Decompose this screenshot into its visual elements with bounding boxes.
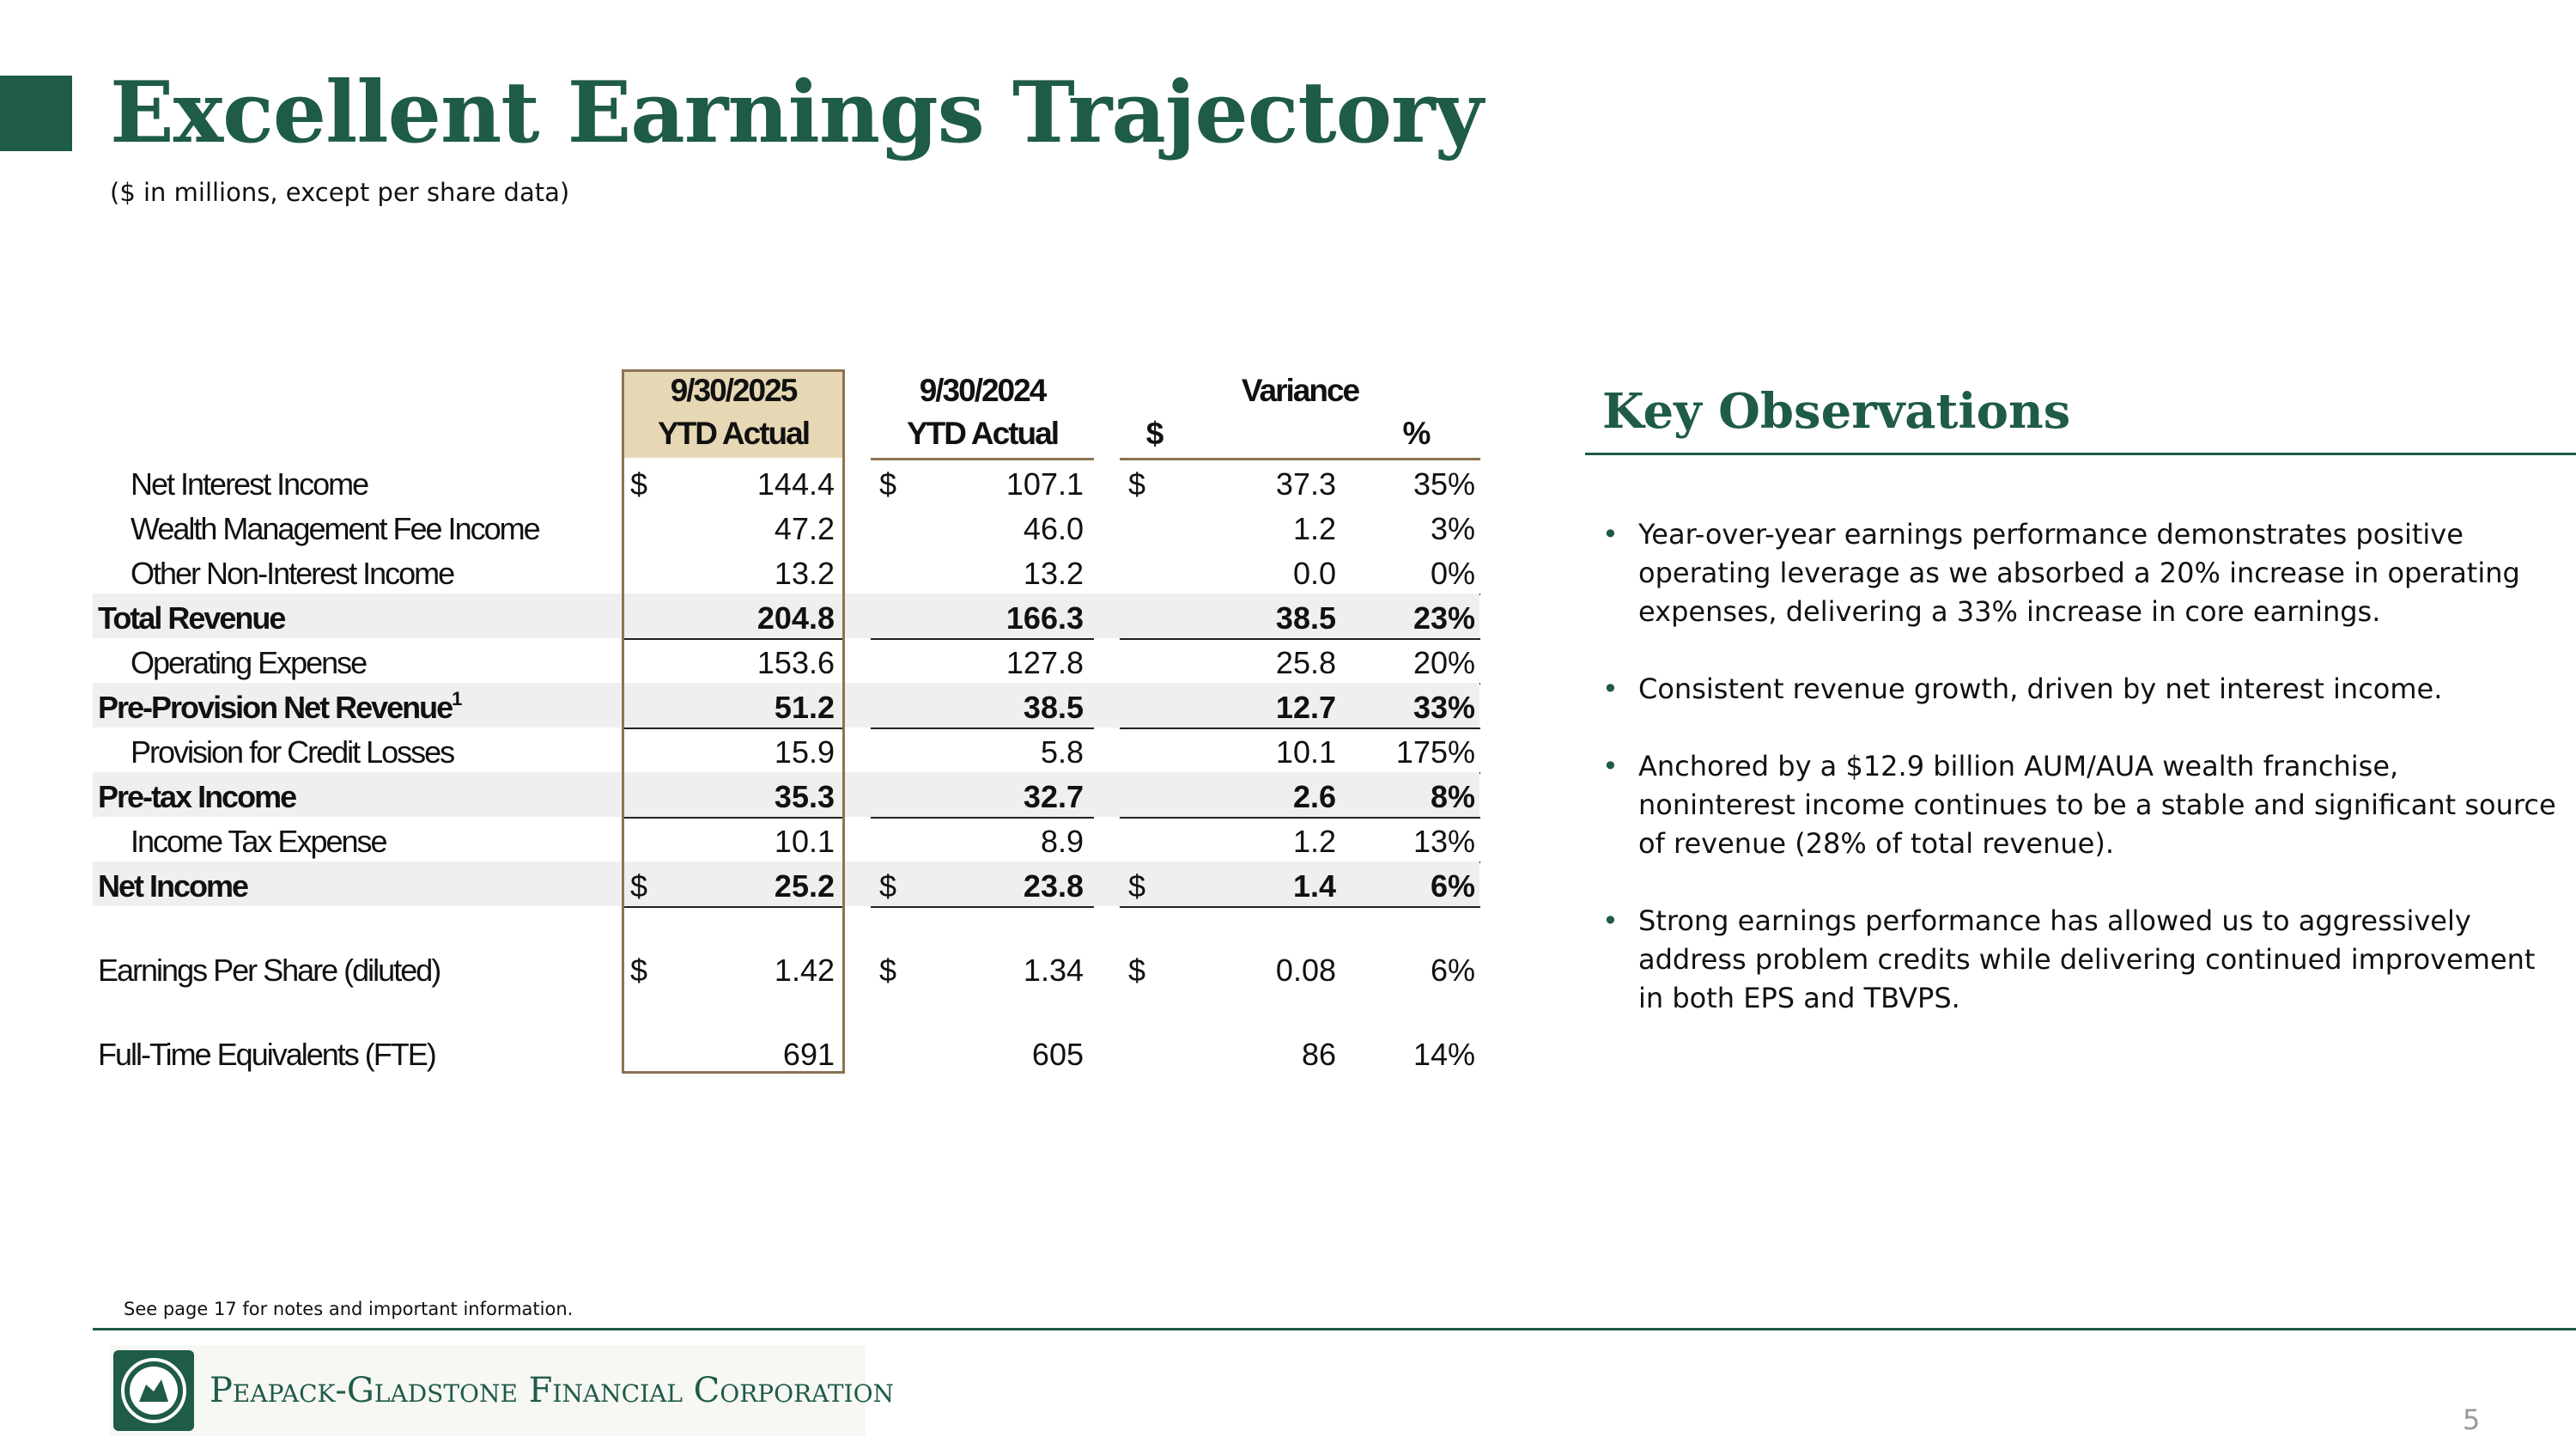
row-label: Net Interest Income	[131, 466, 368, 502]
value-variance: 1.2	[1292, 824, 1336, 859]
value-variance: 0.08	[1275, 953, 1336, 988]
footer-rule	[93, 1328, 2576, 1330]
value-variance-pct: 20%	[1413, 645, 1475, 680]
value-2025: 153.6	[756, 645, 835, 680]
currency-sign: $	[1128, 466, 1146, 502]
observation-item: • Year-over-year earnings performance demonstrates positive operating leverage as we absorbed a 20% increase in operating expenses, delivering a 33% increase in core earnings.	[1602, 515, 2564, 631]
col-2024-date: 9/30/2024	[919, 373, 1046, 408]
row-label: Income Tax Expense	[131, 824, 386, 859]
value-2025: 47.2	[774, 511, 835, 546]
currency-sign: $	[879, 953, 897, 988]
value-variance-pct: 3%	[1430, 511, 1475, 546]
observations-list	[1602, 515, 2564, 1056]
col-2025-date: 9/30/2025	[670, 373, 797, 408]
currency-sign: $	[630, 868, 648, 904]
value-variance: 38.5	[1275, 600, 1336, 636]
col-2025-highlight-border	[622, 369, 845, 1074]
value-2025: 51.2	[774, 690, 835, 725]
row-label: Pre-Provision Net Revenue$^1$	[98, 688, 461, 725]
value-2024: 38.5	[1023, 690, 1084, 725]
value-2024: 32.7	[1023, 779, 1084, 814]
value-2025: 10.1	[774, 824, 835, 859]
value-variance: 37.3	[1275, 466, 1336, 502]
observation-item: • Anchored by a $12.9 billion AUM/AUA wealth franchise, noninterest income continues to be a stable and significant source of revenue (28% of total revenue).	[1602, 747, 2564, 863]
page-subtitle: ($ in millions, except per share data)	[110, 178, 570, 207]
company-seal-icon	[113, 1350, 194, 1431]
value-2024: 46.0	[1023, 511, 1084, 546]
value-variance-pct: 13%	[1413, 824, 1475, 859]
value-2025: 13.2	[774, 556, 835, 591]
bullet-icon: •	[1602, 750, 1619, 782]
value-2024: 5.8	[1040, 734, 1084, 770]
page-number: 5	[2463, 1403, 2481, 1436]
value-variance-pct: 33%	[1413, 690, 1475, 725]
value-2024: 13.2	[1023, 556, 1084, 591]
value-variance: 25.8	[1275, 645, 1336, 680]
row-label: Other Non-Interest Income	[131, 556, 454, 591]
observation-item: • Consistent revenue growth, driven by net interest income.	[1602, 670, 2564, 709]
currency-sign: $	[1128, 953, 1146, 988]
variance-pct-header: %	[1402, 416, 1430, 451]
value-variance-pct: 35%	[1413, 466, 1475, 502]
observations-title: Key Observations	[1602, 383, 2071, 440]
value-variance: 2.6	[1292, 779, 1336, 814]
value-variance: 1.4	[1292, 868, 1336, 904]
value-2024: 166.3	[1005, 600, 1084, 636]
value-2024: 1.34	[1023, 953, 1084, 988]
row-label: Wealth Management Fee Income	[131, 511, 539, 546]
value-2025: 35.3	[774, 779, 835, 814]
bullet-icon: •	[1602, 904, 1619, 937]
title-accent-block	[0, 76, 72, 151]
row-label: Pre-tax Income	[98, 779, 296, 814]
row-label: Operating Expense	[131, 645, 367, 680]
value-variance: 10.1	[1275, 734, 1336, 770]
value-variance-pct: 6%	[1430, 953, 1475, 988]
value-variance: 1.2	[1292, 511, 1336, 546]
observations-rule	[1585, 453, 2576, 455]
value-2024: 107.1	[1005, 466, 1084, 502]
value-2024: 127.8	[1005, 645, 1084, 680]
currency-sign: $	[630, 466, 648, 502]
value-variance: 12.7	[1275, 690, 1336, 725]
currency-sign: $	[879, 466, 897, 502]
value-2025: 25.2	[774, 868, 835, 904]
value-variance-pct: 6%	[1430, 868, 1475, 904]
currency-sign: $	[1128, 868, 1146, 904]
row-label: Total Revenue	[98, 600, 285, 636]
value-2025: 204.8	[756, 600, 835, 636]
col-2024-label: YTD Actual	[907, 416, 1058, 451]
value-2025: 144.4	[756, 466, 835, 502]
bullet-icon: •	[1602, 673, 1619, 705]
footnote: See page 17 for notes and important information.	[124, 1299, 574, 1319]
company-name: Peapack-Gladstone Financial Corporation	[210, 1371, 895, 1410]
value-variance-pct: 8%	[1430, 779, 1475, 814]
row-label: Net Income	[98, 868, 248, 904]
col-2025-label: YTD Actual	[658, 416, 809, 451]
earnings-table	[93, 369, 1479, 1074]
row-label: Full-Time Equivalents (FTE)	[98, 1037, 435, 1072]
value-variance-pct: 175%	[1395, 734, 1475, 770]
value-2024: 8.9	[1040, 824, 1084, 859]
value-2024: 605	[1031, 1037, 1084, 1072]
variance-dollar-header: $	[1145, 416, 1163, 451]
value-2024: 23.8	[1023, 868, 1084, 904]
value-2025: 15.9	[774, 734, 835, 770]
value-variance: 0.0	[1292, 556, 1336, 591]
row-label: Earnings Per Share (diluted)	[98, 953, 440, 988]
variance-header: Variance	[1241, 373, 1359, 408]
value-variance-pct: 23%	[1413, 600, 1475, 636]
page-title: Excellent Earnings Trajectory	[110, 64, 1483, 162]
value-variance-pct: 14%	[1413, 1037, 1475, 1072]
currency-sign: $	[630, 953, 648, 988]
value-variance-pct: 0%	[1430, 556, 1475, 591]
value-variance: 86	[1301, 1037, 1336, 1072]
currency-sign: $	[879, 868, 897, 904]
value-2025: 1.42	[774, 953, 835, 988]
value-2025: 691	[782, 1037, 835, 1072]
bullet-icon: •	[1602, 518, 1619, 551]
row-label: Provision for Credit Losses	[131, 734, 454, 770]
observation-item: • Strong earnings performance has allowed us to aggressively address problem credits while delivering continued improvement in both EPS and TBVPS.	[1602, 902, 2564, 1018]
